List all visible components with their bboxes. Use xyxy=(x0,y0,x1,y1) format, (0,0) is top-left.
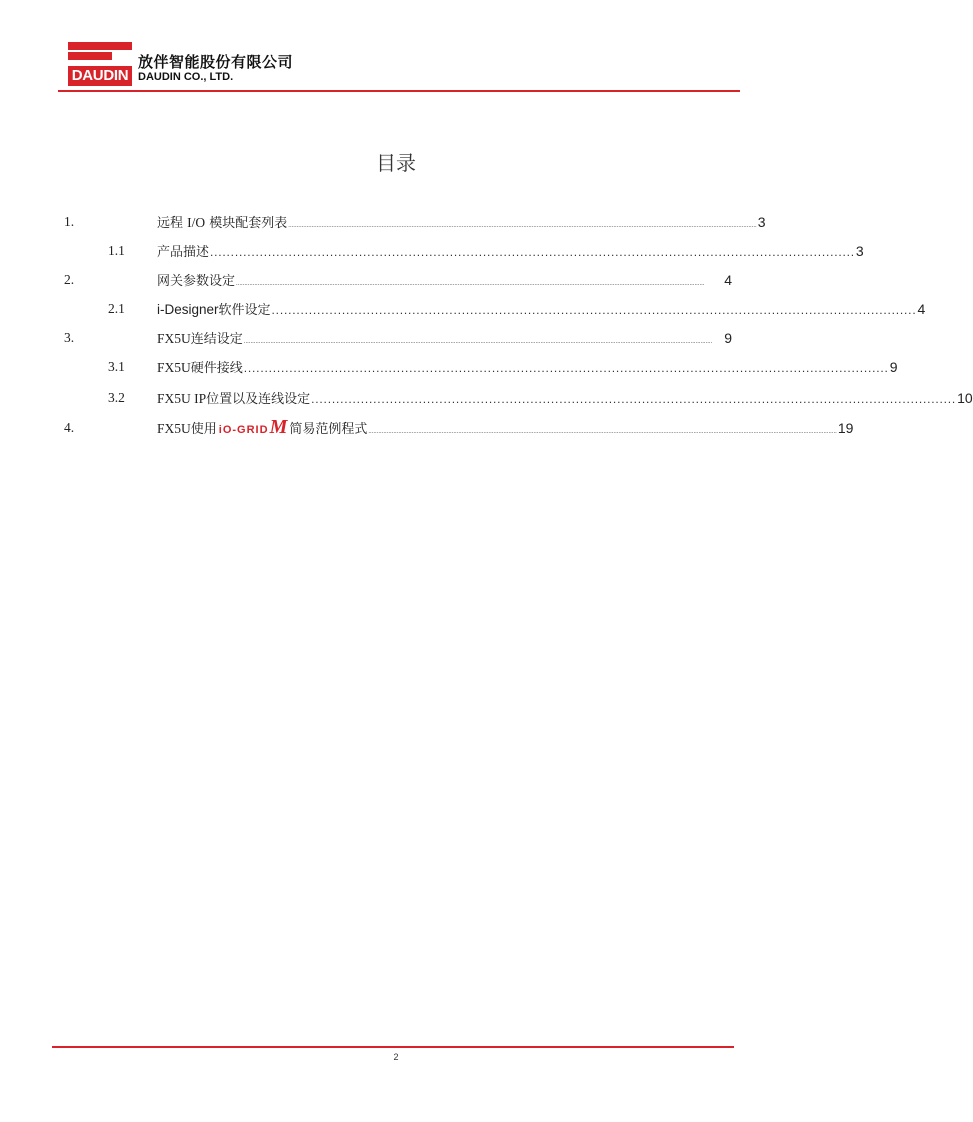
toc-row[interactable] xyxy=(0,212,792,232)
dot-leader: ......................................................................................................................................................................................................................................................................................... xyxy=(236,281,705,287)
dot-leader: ............................................................................................................................................................ xyxy=(271,303,917,317)
toc-number: 1. xyxy=(64,214,75,229)
toc-row[interactable] xyxy=(0,299,926,319)
toc-page-number: 9 xyxy=(724,330,732,346)
toc-entry-link[interactable] xyxy=(157,299,926,319)
toc-entry-link[interactable] xyxy=(157,416,854,438)
toc-row[interactable] xyxy=(0,241,864,261)
toc-entry-title: FX5U使用 iO-GRID M 简易范例程式 xyxy=(157,416,368,438)
page-number: 2 xyxy=(393,1052,399,1062)
toc-entry-link[interactable] xyxy=(157,270,732,290)
toc-entry-title: FX5U硬件接线 xyxy=(157,360,243,376)
logo-wordmark: DAUDIN xyxy=(68,66,132,86)
toc-number: 2. xyxy=(64,272,75,287)
toc-page-number: 4 xyxy=(917,301,926,317)
toc-number: 3.1 xyxy=(108,359,125,374)
toc-number: 3. xyxy=(64,330,75,345)
toc-entry-title: 产品描述 xyxy=(157,245,210,260)
toc-entry-title: FX5U IP位置以及连线设定 xyxy=(157,391,311,407)
toc-page-number: 4 xyxy=(724,272,732,288)
header-divider xyxy=(58,90,740,92)
toc-entry-title: FX5U连结设定 xyxy=(157,331,243,347)
toc-page-number: 3 xyxy=(757,214,766,230)
footer-divider xyxy=(52,1046,734,1048)
toc-number: 3.2 xyxy=(108,390,125,405)
toc-entry-title: 网关参数设定 xyxy=(157,274,236,289)
toc-number: 4. xyxy=(64,420,75,435)
dot-leader: ............................................................................................................................................................ xyxy=(243,361,889,375)
toc-entry-link[interactable] xyxy=(157,357,898,377)
toc-page-number: 3 xyxy=(855,243,864,259)
toc-number: 1.1 xyxy=(108,243,125,258)
toc-entry-link[interactable] xyxy=(157,212,766,232)
toc-number: 2.1 xyxy=(108,301,125,316)
dot-leader: ......................................................................................................................................................................................................................................................................................... xyxy=(368,429,837,435)
toc-row[interactable] xyxy=(0,357,898,377)
dot-leader: ............................................................................................................................................................ xyxy=(311,392,957,406)
toc-entry-link[interactable] xyxy=(157,388,973,408)
toc-row[interactable] xyxy=(0,270,792,290)
logo-stripe-top xyxy=(68,42,132,50)
toc-title: 目录 xyxy=(376,151,416,175)
io-grid-m-logo: iO-GRID M xyxy=(218,416,288,438)
toc-page-number: 9 xyxy=(889,359,898,375)
dot-leader: ......................................................................................................................................................................................................................................................................................... xyxy=(288,223,757,229)
toc-entry-title: i-Designer软件设定 xyxy=(157,302,271,318)
toc-row[interactable] xyxy=(0,416,854,438)
toc-entry-link[interactable] xyxy=(157,328,732,348)
logo-stripe-middle xyxy=(68,52,112,60)
dot-leader: ......................................................................................................................................................................................................................................................................................... xyxy=(243,339,713,345)
toc-row[interactable] xyxy=(0,328,792,348)
dot-leader: ............................................................................................................................................................ xyxy=(210,245,855,259)
toc-page-number: 10 xyxy=(957,390,973,406)
toc-page-number: 19 xyxy=(837,420,854,436)
toc-entry-link[interactable] xyxy=(157,241,864,261)
daudin-logo xyxy=(68,42,132,86)
toc-row[interactable] xyxy=(0,388,973,408)
company-name-english: DAUDIN CO., LTD. xyxy=(138,71,234,83)
company-name-chinese: 放伴智能股份有限公司 xyxy=(138,53,294,71)
toc-entry-title: 远程 I/O 模块配套列表 xyxy=(157,215,288,231)
